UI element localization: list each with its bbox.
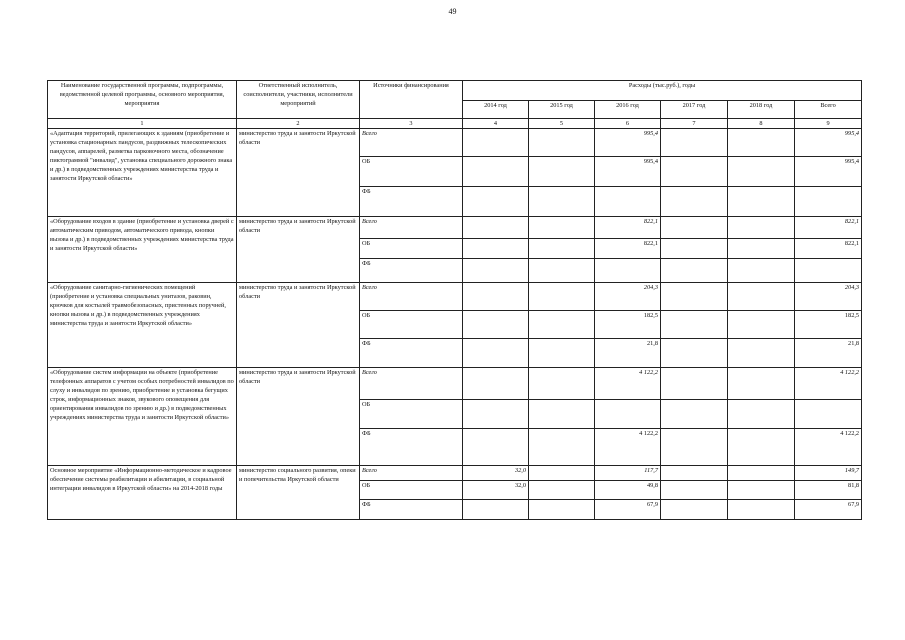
column-number: 7 (661, 119, 728, 129)
value-2016: 21,8 (595, 339, 661, 368)
value-2014 (463, 259, 529, 283)
column-number: 2 (237, 119, 360, 129)
header-year-2016: 2016 год (595, 101, 661, 119)
expenses-table (47, 80, 862, 520)
value-2017 (661, 239, 728, 259)
program-name-cell: «Оборудование систем информации на объекте (приобретение телефонных аппаратов с учетом особых потребностей инвалидов по слуху и инвалидов по зрению, приобретение и установка бегущих строк, информационных знаков, звукового оповещения для ориентирования инвалидов по зрению и др.) в подведомственных учреждениях министерства труда и занятости Иркутской области» (48, 368, 237, 466)
value-2018 (728, 217, 795, 239)
value-2018 (728, 500, 795, 520)
value-2017 (661, 157, 728, 187)
value-2016: 67,9 (595, 500, 661, 520)
value-2017 (661, 217, 728, 239)
executor-cell: министерство труда и занятости Иркутской области (237, 283, 360, 368)
header-sources: Источники финансирования (360, 81, 463, 119)
value-2015 (529, 481, 595, 500)
source-label: ФБ (360, 259, 463, 283)
header-expenses: Расходы (тыс.руб.), годы (463, 81, 862, 101)
program-name-cell: «Оборудование санитарно-гигиенических помещений (приобретение и установка специальных унитазов, раковин, крючков для костылей травмобезопасных, пристенных поручней, кнопки вызова и др.) в подведомственных учреждениях министерства труда и занятости Иркутской области» (48, 283, 237, 368)
value-2014 (463, 429, 529, 466)
executor-cell: министерство социального развития, опеки и попечительства Иркутской области (237, 466, 360, 520)
value-2014 (463, 239, 529, 259)
value-2016: 822,1 (595, 239, 661, 259)
value-2018 (728, 466, 795, 481)
value-2014 (463, 339, 529, 368)
source-label: ОБ (360, 400, 463, 429)
value-2017 (661, 129, 728, 157)
header-year-2017: 2017 год (661, 101, 728, 119)
table-row (48, 217, 862, 239)
source-label: Всего (360, 129, 463, 157)
value-2017 (661, 368, 728, 400)
source-label: ОБ (360, 239, 463, 259)
value-2018 (728, 157, 795, 187)
value-total: 822,1 (795, 239, 862, 259)
value-2018 (728, 239, 795, 259)
header-year-2015: 2015 год (529, 101, 595, 119)
header-total: Всего (795, 101, 862, 119)
program-name-cell: «Оборудование входов в здание (приобретение и установка дверей с автоматическим приводом, автоматического привода, кнопки вызова и др.) в подведомственных учреждениях министерства труда и занятости Иркутской области» (48, 217, 237, 283)
value-2018 (728, 129, 795, 157)
program-name-cell: Основное мероприятие «Информационно-методическое и кадровое обеспечение системы реабилитации и абилитации, в социальной интеграции инвалидов в Иркутской области» на 2014-2018 годы (48, 466, 237, 520)
value-2015 (529, 400, 595, 429)
value-2017 (661, 259, 728, 283)
value-2018 (728, 259, 795, 283)
value-2017 (661, 481, 728, 500)
value-2018 (728, 429, 795, 466)
value-2015 (529, 466, 595, 481)
value-2015 (529, 429, 595, 466)
value-2015 (529, 283, 595, 311)
value-2016 (595, 259, 661, 283)
column-number: 4 (463, 119, 529, 129)
header-executor: Ответственный исполнитель, соисполнители, участники, исполнители мероприятий (237, 81, 360, 119)
value-2017 (661, 339, 728, 368)
value-2014 (463, 157, 529, 187)
value-2018 (728, 400, 795, 429)
source-label: Всего (360, 283, 463, 311)
value-2015 (529, 339, 595, 368)
value-2017 (661, 466, 728, 481)
source-label: Всего (360, 368, 463, 400)
value-total: 149,7 (795, 466, 862, 481)
value-2014 (463, 129, 529, 157)
value-total: 4 122,2 (795, 368, 862, 400)
value-total (795, 187, 862, 217)
value-total: 204,3 (795, 283, 862, 311)
value-2016 (595, 187, 661, 217)
executor-cell: министерство труда и занятости Иркутской области (237, 129, 360, 217)
value-2015 (529, 311, 595, 339)
value-2015 (529, 368, 595, 400)
value-2018 (728, 368, 795, 400)
source-label: ФБ (360, 187, 463, 217)
value-2014 (463, 283, 529, 311)
column-number: 9 (795, 119, 862, 129)
value-2015 (529, 239, 595, 259)
source-label: ОБ (360, 311, 463, 339)
header-year-2018: 2018 год (728, 101, 795, 119)
value-2017 (661, 500, 728, 520)
executor-cell: министерство труда и занятости Иркутской области (237, 217, 360, 283)
value-2017 (661, 429, 728, 466)
value-2016: 995,4 (595, 129, 661, 157)
source-label: ОБ (360, 481, 463, 500)
value-2015 (529, 129, 595, 157)
value-total: 182,5 (795, 311, 862, 339)
value-2014: 32,0 (463, 466, 529, 481)
value-total: 822,1 (795, 217, 862, 239)
value-2016: 204,3 (595, 283, 661, 311)
value-2017 (661, 187, 728, 217)
source-label: ФБ (360, 500, 463, 520)
value-2014 (463, 187, 529, 217)
value-2015 (529, 217, 595, 239)
page-number: 49 (448, 7, 457, 16)
source-label: Всего (360, 217, 463, 239)
value-2018 (728, 311, 795, 339)
value-2016: 117,7 (595, 466, 661, 481)
value-2015 (529, 259, 595, 283)
value-total: 4 122,2 (795, 429, 862, 466)
source-label: ФБ (360, 429, 463, 466)
value-2014: 32,0 (463, 481, 529, 500)
value-2014 (463, 400, 529, 429)
value-2016: 4 122,2 (595, 368, 661, 400)
value-total (795, 400, 862, 429)
value-total (795, 259, 862, 283)
program-name-cell: «Адаптация территорий, прилегающих к зданиям (приобретение и установка стационарных пандусов, раздвижных телескопических пандусов, аппарелей, разметка парковочного места, обозначение пиктограммой "инвалид", установка специального дорожного знака и др.) в подведомственных учреждениях министерства труда и занятости Иркутской области» (48, 129, 237, 217)
source-label: ФБ (360, 339, 463, 368)
value-total: 995,4 (795, 129, 862, 157)
table-row (48, 283, 862, 311)
header-program-name: Наименование государственной программы, подпрограммы, ведомственной целевой программы, основного мероприятия, мероприятия (48, 81, 237, 119)
value-2015 (529, 187, 595, 217)
column-number: 1 (48, 119, 237, 129)
value-2014 (463, 311, 529, 339)
value-2017 (661, 400, 728, 429)
column-number: 8 (728, 119, 795, 129)
column-number: 5 (529, 119, 595, 129)
value-total: 21,8 (795, 339, 862, 368)
value-2014 (463, 368, 529, 400)
source-label: ОБ (360, 157, 463, 187)
value-2018 (728, 187, 795, 217)
value-2014 (463, 217, 529, 239)
value-2016: 4 122,2 (595, 429, 661, 466)
value-total: 81,8 (795, 481, 862, 500)
value-total: 995,4 (795, 157, 862, 187)
value-2015 (529, 500, 595, 520)
column-number: 6 (595, 119, 661, 129)
value-2017 (661, 283, 728, 311)
value-2016: 182,5 (595, 311, 661, 339)
value-2016 (595, 400, 661, 429)
value-2017 (661, 311, 728, 339)
column-number: 3 (360, 119, 463, 129)
value-total: 67,9 (795, 500, 862, 520)
executor-cell: министерство труда и занятости Иркутской области (237, 368, 360, 466)
value-2016: 49,8 (595, 481, 661, 500)
header-year-2014: 2014 год (463, 101, 529, 119)
value-2016: 995,4 (595, 157, 661, 187)
value-2018 (728, 283, 795, 311)
value-2014 (463, 500, 529, 520)
source-label: Всего (360, 466, 463, 481)
value-2015 (529, 157, 595, 187)
value-2018 (728, 339, 795, 368)
table-row (48, 368, 862, 400)
value-2018 (728, 481, 795, 500)
value-2016: 822,1 (595, 217, 661, 239)
table-row (48, 466, 862, 481)
table-row (48, 129, 862, 157)
